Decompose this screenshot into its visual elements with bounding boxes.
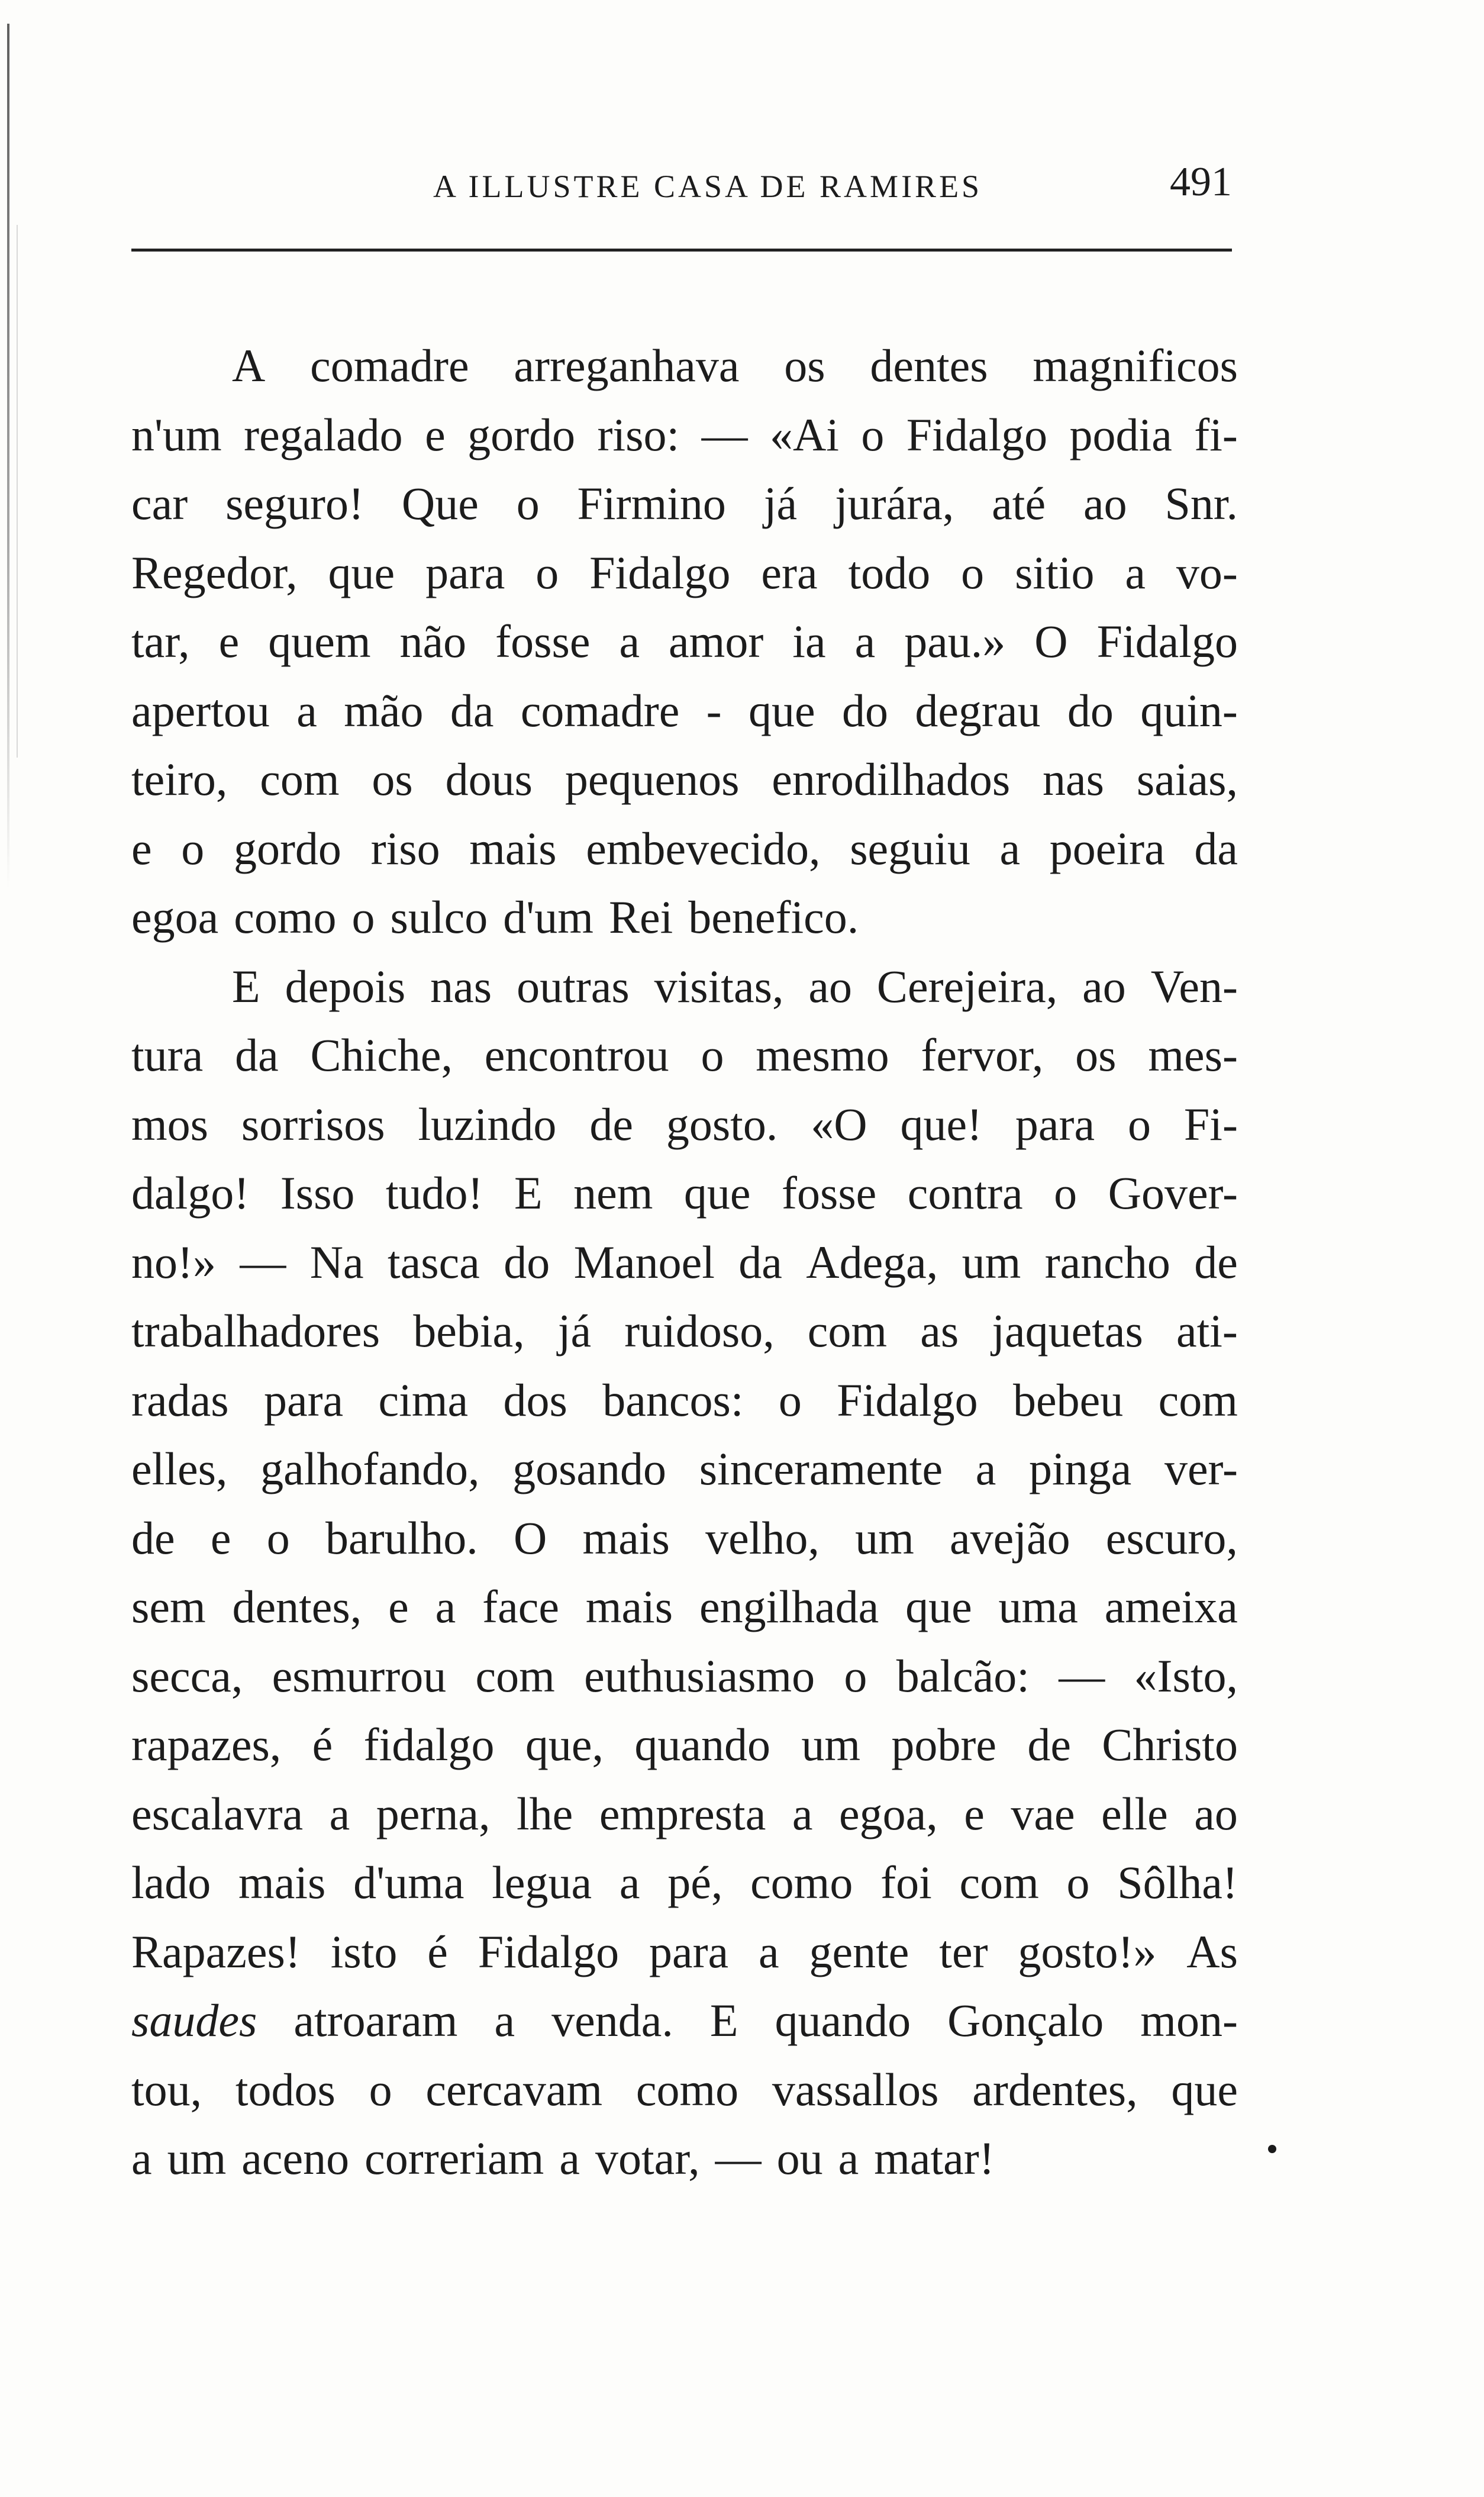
text-line: Rapazes! isto é Fidalgo para a gente ter gosto!» As [131,1925,1238,1977]
text-line: rapazes, é fidalgo que, quando um pobre de Christo [131,1719,1238,1770]
running-title: A ILLUSTRE CASA DE RAMIRES [433,169,983,204]
text-line: dalgo! Isso tudo! E nem que fosse contra o Gover- [131,1167,1238,1219]
text-line: secca, esmurrou com euthusiasmo o balcão: — «Isto, [131,1649,1238,1702]
text-line: saudes atroaram a venda. E quando Gonçalo mon- [131,1995,1238,2046]
text-line: e o gordo riso mais embevecido, seguiu a poeira da [131,822,1238,874]
page-binding-shadow [17,225,18,758]
text-line: Regedor, que para o Fidalgo era todo o sitio a vo- [131,546,1238,598]
text-line: apertou a mão da comadre - que do degrau do quin- [131,684,1238,736]
text-line: tura da Chiche, encontrou o mesmo fervor, os mes- [131,1029,1238,1081]
text-line: radas para cima dos bancos: o Fidalgo bebeu com [131,1374,1238,1426]
text-line: escalavra a perna, lhe empresta a egoa, e vae elle ao [131,1787,1238,1839]
text-line: n'um regalado e gordo riso: — «Ai o Fidalgo podia fi- [131,408,1238,460]
page-number: 491 [1170,159,1232,205]
text-line: lado mais d'uma legua a pé, como foi com o Sôlha! [131,1857,1238,1908]
text-line: tar, e quem não fosse a amor ia a pau.» O Fidalgo [131,616,1238,667]
body-text [131,331,1238,2193]
text-line: A comadre arreganhava os dentes magnificos [232,340,1238,391]
text-line: E depois nas outras visitas, ao Cerejeira, ao Ven- [232,960,1238,1012]
text-line: car seguro! Que o Firmino já jurára, até ao Snr. [131,478,1238,529]
text-line: sem dentes, e a face mais engilhada que uma ameixa [131,1581,1238,1632]
text-line: elles, galhofando, gosando sinceramente a pinga ver- [131,1443,1238,1494]
text-line: tou, todos o cercavam como vassallos ardentes, que [131,2063,1238,2115]
text-line: teiro, com os dous pequenos enrodilhados nas saias, [131,753,1238,805]
running-header [131,159,1244,212]
text-line: mos sorrisos luzindo de gosto. «O que! para o Fi- [131,1098,1238,1150]
text-line: egoa como o sulco d'um Rei benefico. [131,891,859,943]
end-mark [1268,2145,1276,2153]
text-line: de e o barulho. O mais velho, um avejão escuro, [131,1512,1238,1564]
page-binding-edge [7,24,9,888]
text-line: trabalhadores bebia, já ruidoso, com as jaquetas ati- [131,1305,1238,1357]
text-line: no!» — Na tasca do Manoel da Adega, um rancho de [131,1236,1238,1288]
text-line: a um aceno correriam a votar, — ou a matar! [131,2132,995,2184]
header-rule [131,249,1232,252]
